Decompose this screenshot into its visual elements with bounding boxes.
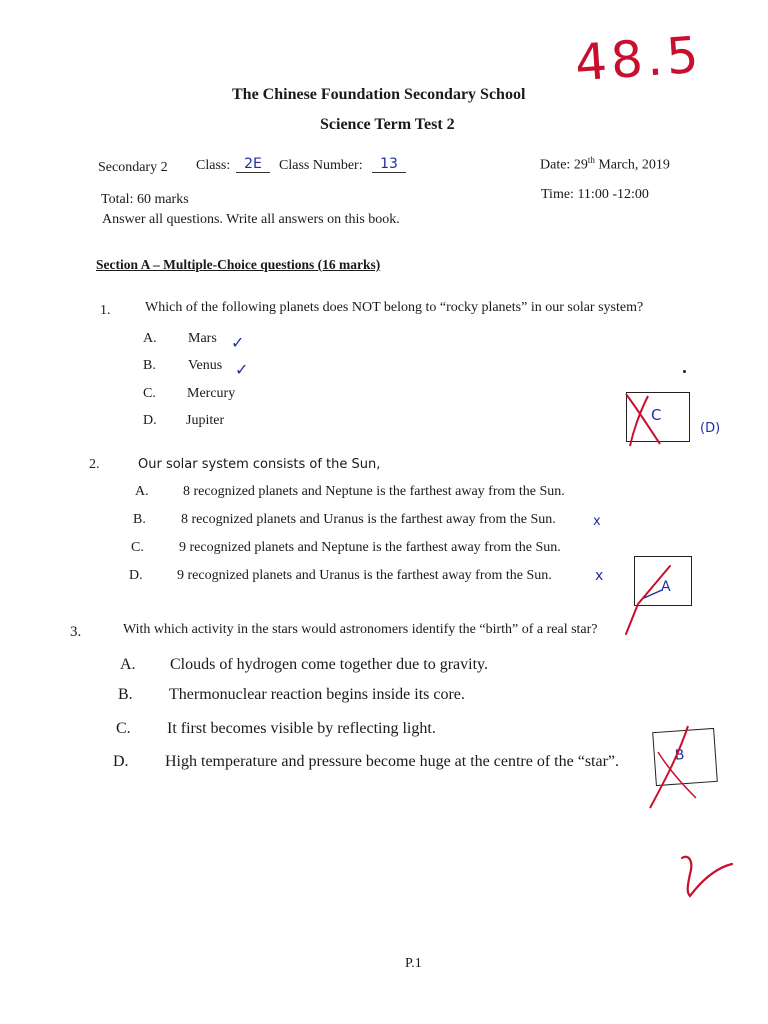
q2-number: 2. xyxy=(89,457,100,472)
date-rest: March, 2019 xyxy=(594,157,670,173)
option-text: It first becomes visible by reflecting light. xyxy=(167,720,436,737)
q2-option-c[interactable] xyxy=(131,540,561,556)
school-name: The Chinese Foundation Secondary School xyxy=(232,86,526,103)
page-number: P.1 xyxy=(405,956,422,971)
q3-text: With which activity in the stars would astronomers identify the “birth” of a real star? xyxy=(123,622,598,637)
q3-option-d[interactable] xyxy=(113,753,620,771)
class-field[interactable]: 2E xyxy=(236,156,270,173)
section-a-title: Section A – Multiple-Choice questions (16 marks) xyxy=(96,257,381,272)
cross-mark: x xyxy=(595,568,604,584)
option-text: 9 recognized planets and Uranus is the farthest away from the Sun. xyxy=(177,568,552,583)
option-text: 8 recognized planets and Uranus is the farthest away from the Sun. xyxy=(181,512,556,527)
option-letter: C. xyxy=(131,540,144,555)
class-number-field[interactable]: 13 xyxy=(372,156,406,173)
tick-mark: ✓ xyxy=(235,360,249,379)
class-number-label: Class Number: xyxy=(279,158,363,173)
handwritten-score: 48.5 xyxy=(573,25,705,93)
cross-mark: x xyxy=(593,514,601,529)
q1-option-d[interactable] xyxy=(143,413,225,429)
option-text: 9 recognized planets and Neptune is the farthest away from the Sun. xyxy=(179,540,561,555)
q3-cross-mark xyxy=(640,722,720,812)
date-label: Date: 29 xyxy=(540,157,588,173)
q1-cross-mark xyxy=(618,388,668,448)
q3-option-c[interactable] xyxy=(116,720,436,738)
option-letter: C. xyxy=(143,386,156,401)
option-letter: C. xyxy=(116,720,131,737)
q3-option-a[interactable] xyxy=(120,656,488,674)
q1-text: Which of the following planets does NOT belong to “rocky planets” in our solar system? xyxy=(145,300,644,315)
q1-option-c[interactable] xyxy=(143,386,236,402)
q3-answer: B xyxy=(674,747,686,764)
date-suffix: th xyxy=(587,155,595,165)
q3-option-b[interactable] xyxy=(118,686,465,704)
exam-date xyxy=(540,155,670,174)
q3-number: 3. xyxy=(70,624,82,640)
option-text: Thermonuclear reaction begins inside its core. xyxy=(169,686,465,703)
q2-tick-mark xyxy=(600,560,680,640)
option-text: Jupiter xyxy=(186,413,225,428)
option-letter: A. xyxy=(120,656,136,673)
stray-dot xyxy=(683,370,686,373)
tick-mark: ✓ xyxy=(231,333,245,352)
test-title: Science Term Test 2 xyxy=(320,116,455,133)
option-text: Venus xyxy=(188,358,223,373)
section-tick-mark xyxy=(676,850,736,900)
option-letter: B. xyxy=(143,358,156,373)
q1-option-a[interactable] xyxy=(143,331,245,352)
option-letter: D. xyxy=(143,413,157,428)
option-letter: A. xyxy=(135,484,149,499)
q2-option-a[interactable] xyxy=(135,484,565,500)
option-letter: B. xyxy=(118,686,133,703)
q2-answer: A xyxy=(661,579,671,595)
q2-text: Our solar system consists of the Sun, xyxy=(138,457,381,472)
option-text: Mars xyxy=(188,331,217,346)
q1-option-b[interactable] xyxy=(143,358,249,379)
option-text: 8 recognized planets and Neptune is the farthest away from the Sun. xyxy=(183,484,565,499)
option-letter: B. xyxy=(133,512,146,527)
instructions: Answer all questions. Write all answers on this book. xyxy=(102,212,400,227)
class-label: Class: xyxy=(196,158,231,173)
q1-number: 1. xyxy=(100,303,111,318)
q1-answer: C xyxy=(651,406,662,424)
option-letter: A. xyxy=(143,331,157,346)
level: Secondary 2 xyxy=(98,160,168,175)
q2-option-b[interactable] xyxy=(133,512,601,529)
option-letter: D. xyxy=(129,568,143,583)
q2-option-d[interactable] xyxy=(129,568,604,584)
exam-time: Time: 11:00 -12:00 xyxy=(541,187,649,202)
option-text: High temperature and pressure become huge at the centre of the “star”. xyxy=(165,753,620,770)
option-letter: D. xyxy=(113,753,129,770)
option-text: Clouds of hydrogen come together due to gravity. xyxy=(170,656,488,673)
option-text: Mercury xyxy=(187,386,236,401)
total-marks: Total: 60 marks xyxy=(101,192,189,207)
q1-correction: (D) xyxy=(700,421,721,436)
